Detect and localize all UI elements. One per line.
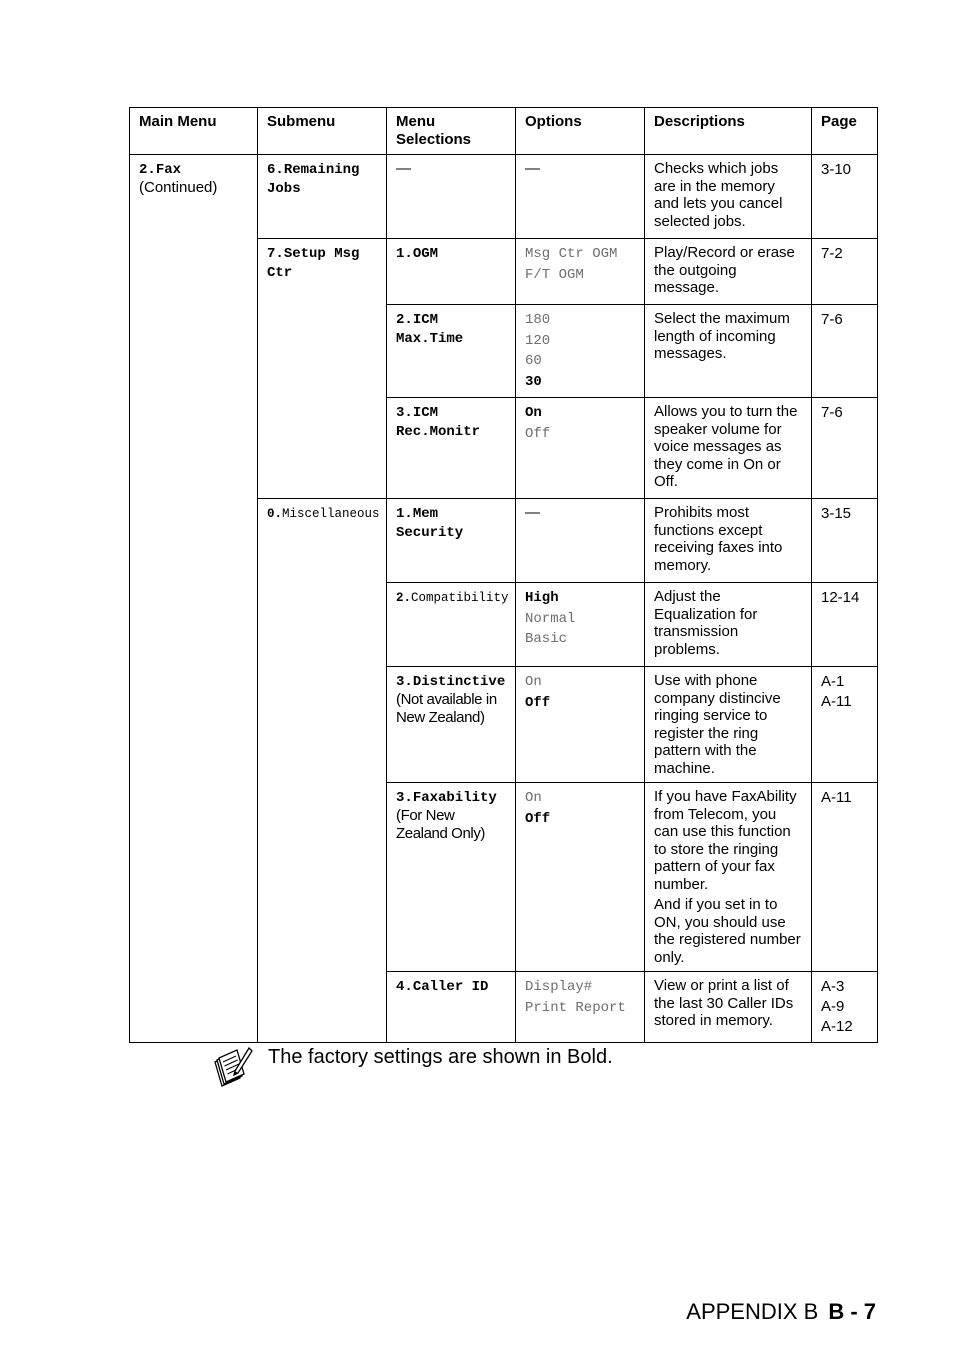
menu-selection-name: ICM Rec.Monitr xyxy=(396,405,481,440)
options-cell xyxy=(516,499,645,583)
option: Normal xyxy=(525,610,576,627)
description-cell xyxy=(645,239,812,305)
menu-selection-number: 2. xyxy=(396,312,413,328)
menu-table xyxy=(129,107,878,1043)
option: Print Report xyxy=(525,999,626,1016)
menu-selection-code xyxy=(396,674,505,690)
page-reference: 3-10 xyxy=(821,161,852,178)
page-reference: 7-6 xyxy=(821,311,843,328)
page-cell xyxy=(812,305,878,398)
description-cell xyxy=(645,783,812,972)
menu-selection-dash: — xyxy=(396,160,411,177)
header-row xyxy=(130,108,878,155)
page-reference: A-12 xyxy=(821,1018,853,1035)
page-cell xyxy=(812,499,878,583)
option: 180 xyxy=(525,312,551,328)
option-default: Off xyxy=(525,810,551,827)
menu-selection-cell xyxy=(387,583,516,667)
memo-pencil-icon xyxy=(211,1046,253,1088)
options-cell xyxy=(516,783,645,972)
page-reference: A-9 xyxy=(821,998,845,1015)
description-text: Use with phone company distincive ringing service to register the ring pattern with the machine. xyxy=(654,672,781,777)
table-row xyxy=(130,155,878,239)
submenu-cell xyxy=(258,239,387,499)
options-cell xyxy=(516,398,645,499)
option: Msg Ctr OGM xyxy=(525,246,618,262)
header-menu-selections: Menu Selections xyxy=(387,108,516,155)
submenu-code xyxy=(267,507,380,521)
submenu-code xyxy=(267,162,359,197)
submenu-cell xyxy=(258,499,387,1043)
menu-selection-cell xyxy=(387,972,516,1043)
main-menu-note: (Continued) xyxy=(139,179,218,196)
page-reference: 12-14 xyxy=(821,589,860,606)
menu-selection-cell xyxy=(387,783,516,972)
description-text: Adjust the Equalization for transmission problems. xyxy=(654,588,758,658)
menu-selection-name: Mem Security xyxy=(396,506,464,541)
menu-selection-number: 3. xyxy=(396,674,413,690)
menu-selection-number: 1. xyxy=(396,506,413,522)
page-cell xyxy=(812,667,878,783)
description-cell xyxy=(645,499,812,583)
options-cell xyxy=(516,305,645,398)
menu-table-body xyxy=(130,155,878,1043)
option-default: On xyxy=(525,405,542,421)
option-default: High xyxy=(525,590,559,606)
page-reference: A-3 xyxy=(821,978,845,995)
description-cell xyxy=(645,667,812,783)
page-reference: A-11 xyxy=(821,789,852,806)
menu-selection-name: ICM Max.Time xyxy=(396,312,464,347)
options-cell xyxy=(516,155,645,239)
menu-selection-number: 2. xyxy=(396,591,412,605)
option: 120 xyxy=(525,332,551,349)
menu-selection-name: OGM xyxy=(412,246,439,262)
description-cell xyxy=(645,155,812,239)
option: On xyxy=(525,790,542,806)
page-reference: 3-15 xyxy=(821,505,852,522)
menu-selection-name: Faxability xyxy=(412,790,497,806)
description-cell xyxy=(645,583,812,667)
menu-selection-name: Distinctive xyxy=(412,674,506,690)
main-menu-number: 2. xyxy=(139,162,156,178)
page-reference: 7-6 xyxy=(821,404,843,421)
menu-selection-code xyxy=(396,979,488,995)
footer-page-number: B - 7 xyxy=(828,1299,876,1324)
options-cell xyxy=(516,667,645,783)
submenu-name: Setup Msg Ctr xyxy=(267,246,360,281)
menu-selection-code xyxy=(396,506,463,541)
submenu-number: 7. xyxy=(267,246,284,262)
option: F/T OGM xyxy=(525,266,584,283)
menu-selection-number: 3. xyxy=(396,790,413,806)
submenu-name: Miscellaneous xyxy=(282,507,380,521)
menu-selection-number: 1. xyxy=(396,246,413,262)
option: Display# xyxy=(525,979,593,995)
menu-selection-name: Caller ID xyxy=(412,979,489,995)
page-cell xyxy=(812,972,878,1043)
menu-selection-code xyxy=(396,312,463,347)
description-cell xyxy=(645,305,812,398)
menu-selection-cell xyxy=(387,667,516,783)
main-menu-code xyxy=(139,162,181,178)
menu-selection-cell xyxy=(387,499,516,583)
submenu-code xyxy=(267,246,359,281)
page-reference: A-1 xyxy=(821,673,845,690)
description-text: If you have FaxAbility from Telecom, you can use this function to store the ringing pattern of your fax number. xyxy=(654,788,797,893)
menu-selection-name: Compatibility xyxy=(411,591,509,605)
option: — xyxy=(525,160,540,177)
option: — xyxy=(525,504,540,521)
submenu-name: Remaining Jobs xyxy=(267,162,360,197)
menu-selection-number: 3. xyxy=(396,405,413,421)
option-default: Off xyxy=(525,694,551,711)
description-text: Play/Record or erase the outgoing message. xyxy=(654,244,795,296)
note xyxy=(211,1046,811,1088)
description-text: View or print a list of the last 30 Caller IDs stored in memory. xyxy=(654,977,794,1029)
description-cell xyxy=(645,972,812,1043)
option: 60 xyxy=(525,353,542,369)
menu-selection-cell xyxy=(387,305,516,398)
page-reference: 7-2 xyxy=(821,245,843,262)
description-text: Checks which jobs are in the memory and lets you cancel selected jobs. xyxy=(654,160,783,230)
footer-label: APPENDIX B xyxy=(686,1299,819,1324)
page-cell xyxy=(812,239,878,305)
page-footer xyxy=(686,1299,876,1325)
menu-selection-code xyxy=(396,591,509,605)
main-menu-name: Fax xyxy=(155,162,182,178)
menu-selection-code xyxy=(396,405,480,440)
option: Off xyxy=(525,425,551,442)
option: On xyxy=(525,674,542,690)
header-submenu: Submenu xyxy=(258,108,387,155)
option-default: 30 xyxy=(525,373,542,390)
header-options: Options xyxy=(516,108,645,155)
options-cell xyxy=(516,972,645,1043)
page-cell xyxy=(812,583,878,667)
main-menu-cell xyxy=(130,155,258,1043)
description-cell xyxy=(645,398,812,499)
submenu-number: 6. xyxy=(267,162,284,178)
submenu-cell xyxy=(258,155,387,239)
option: Basic xyxy=(525,631,568,647)
options-cell xyxy=(516,583,645,667)
description-text: Allows you to turn the speaker volume for voice messages as they come in On or Off. xyxy=(654,403,798,490)
description-text: Prohibits most functions except receiving faxes into memory. xyxy=(654,504,783,574)
submenu-number: 0. xyxy=(267,507,283,521)
options-cell xyxy=(516,239,645,305)
menu-selection-code xyxy=(396,246,438,262)
menu-selection-code xyxy=(396,790,497,806)
description-text: And if you set in to ON, you should use the registered number only. xyxy=(654,896,801,966)
header-main-menu: Main Menu xyxy=(130,108,258,155)
page-cell xyxy=(812,398,878,499)
page-reference: A-11 xyxy=(821,693,852,710)
menu-selection-cell xyxy=(387,155,516,239)
menu-selection-number: 4. xyxy=(396,979,413,995)
page-cell xyxy=(812,155,878,239)
menu-selection-cell xyxy=(387,398,516,499)
header-page: Page xyxy=(812,108,878,155)
page-cell xyxy=(812,783,878,972)
menu-selection-note: (Not available in New Zealand) xyxy=(396,691,497,726)
note-text: The factory settings are shown in Bold. xyxy=(268,1046,613,1068)
description-text: Select the maximum length of incoming messages. xyxy=(654,310,790,362)
menu-selection-note: (For New Zealand Only) xyxy=(396,807,486,842)
menu-selection-cell xyxy=(387,239,516,305)
header-descriptions: Descriptions xyxy=(645,108,812,155)
